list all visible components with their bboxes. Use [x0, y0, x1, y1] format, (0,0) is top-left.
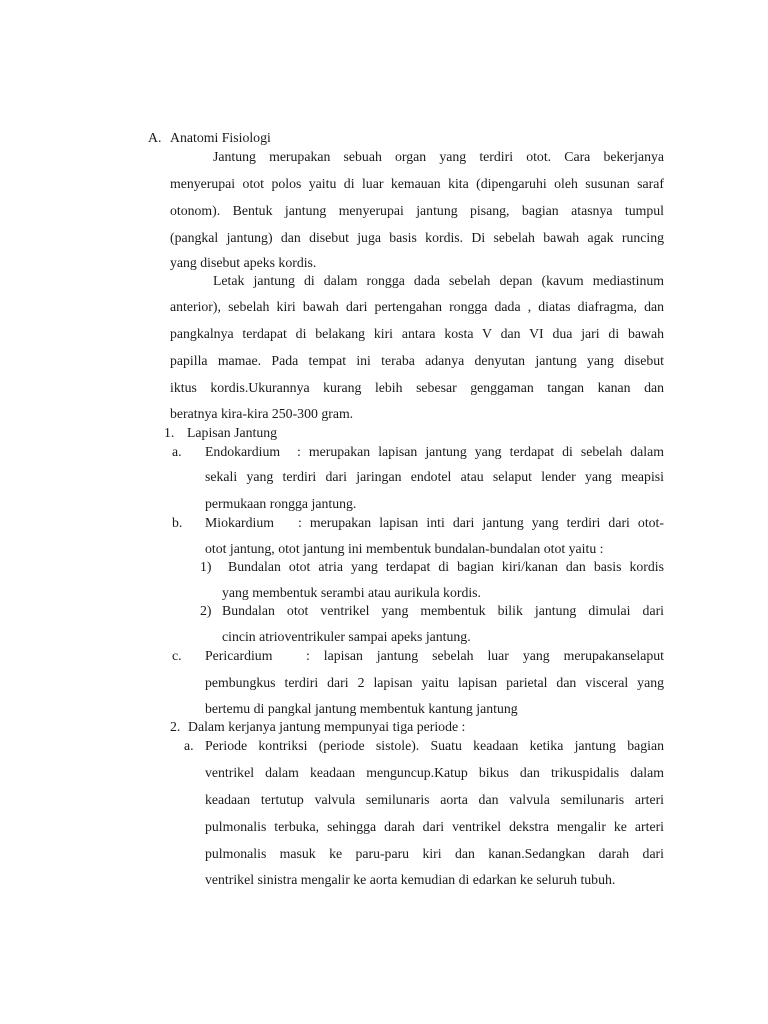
paragraph2-line: iktus kordis.Ukurannya kurang lebih sebesar genggaman tangan kanan dan	[170, 380, 664, 395]
list1-c-line: pembungkus terdiri dari 2 lapisan yaitu lapisan parietal dan visceral yang	[205, 675, 664, 690]
paragraph2-line: papilla mamae. Pada tempat ini teraba adanya denyutan jantung yang disebut	[170, 353, 664, 368]
list1-b-sub1-line: Bundalan otot atria yang terdapat di bagian kiri/kanan dan basis kordis	[228, 559, 664, 574]
list1-a-line: : merupakan lapisan jantung yang terdapat di sebelah dalam	[297, 444, 664, 459]
paragraph1-line: (pangkal jantung) dan disebut juga basis kordis. Di sebelah bawah agak runcing	[170, 230, 664, 245]
list1-b-term: Miokardium	[205, 515, 274, 530]
list2-a-letter: a.	[184, 738, 194, 753]
list1-a-term: Endokardium	[205, 444, 281, 459]
list1-b-sub2-number: 2)	[200, 603, 212, 618]
list1-title: Lapisan Jantung	[187, 425, 278, 440]
list2-title: Dalam kerjanya jantung mempunyai tiga periode :	[188, 719, 466, 734]
list2-a-line: keadaan tertutup valvula semilunaris aorta dan valvula semilunaris arteri	[205, 792, 664, 807]
list1-c-letter: c.	[172, 648, 182, 663]
list1-a-letter: a.	[172, 444, 182, 459]
section-letter: A.	[148, 130, 162, 145]
list2-number: 2.	[170, 719, 181, 734]
paragraph2-line: Letak jantung di dalam rongga dada sebelah depan (kavum mediastinum	[213, 273, 664, 288]
list1-a-line: permukaan rongga jantung.	[205, 496, 357, 511]
list1-b-line: otot jantung, otot jantung ini membentuk bundalan-bundalan otot yaitu :	[205, 541, 604, 556]
paragraph2-line: pangkalnya terdapat di belakang kiri antara kosta V dan VI dua jari di bawah	[170, 326, 664, 341]
paragraph1-line: yang disebut apeks kordis.	[170, 255, 317, 270]
list1-b-sub1-line: yang membentuk serambi atau aurikula kordis.	[222, 585, 482, 600]
paragraph1-line: Jantung merupakan sebuah organ yang terdiri otot. Cara bekerjanya	[213, 149, 664, 164]
list1-c-line: bertemu di pangkal jantung membentuk kantung jantung	[205, 701, 518, 716]
list1-b-letter: b.	[172, 515, 183, 530]
list1-b-sub2-line: Bundalan otot ventrikel yang membentuk bilik jantung dimulai dari	[222, 603, 664, 618]
paragraph2-line: anterior), sebelah kiri bawah dari pertengahan rongga dada , diatas diafragma, dan	[170, 299, 664, 314]
list2-a-line: ventrikel sinistra mengalir ke aorta kemudian di edarkan ke seluruh tubuh.	[205, 872, 616, 887]
section-title: Anatomi Fisiologi	[170, 130, 271, 145]
list2-a-line: pulmonalis masuk ke paru-paru kiri dan kanan.Sedangkan darah dari	[205, 846, 664, 861]
list1-number: 1.	[164, 425, 175, 440]
list1-c-line: : lapisan jantung sebelah luar yang merupakanselaput	[306, 648, 664, 663]
list1-b-sub1-number: 1)	[200, 559, 212, 574]
list2-a-line: Periode kontriksi (periode sistole). Suatu keadaan ketika jantung bagian	[205, 738, 664, 753]
paragraph1-line: menyerupai otot polos yaitu di luar kemauan kita (dipengaruhi oleh susunan saraf	[170, 176, 664, 191]
list1-a-line: sekali yang terdiri dari jaringan endotel atau selaput lender yang meapisi	[205, 469, 664, 484]
paragraph1-line: otonom). Bentuk jantung menyerupai jantung pisang, bagian atasnya tumpul	[170, 203, 664, 218]
paragraph2-line: beratnya kira-kira 250-300 gram.	[170, 406, 354, 421]
list2-a-line: ventrikel dalam keadaan menguncup.Katup bikus dan trikuspidalis dalam	[205, 765, 664, 780]
list1-b-line: : merupakan lapisan inti dari jantung yang terdiri dari otot-	[298, 515, 664, 530]
list1-b-sub2-line: cincin atrioventrikuler sampai apeks jantung.	[222, 629, 471, 644]
list2-a-line: pulmonalis terbuka, sehingga darah dari ventrikel dekstra mengalir ke arteri	[205, 819, 664, 834]
list1-c-term: Pericardium	[205, 648, 273, 663]
